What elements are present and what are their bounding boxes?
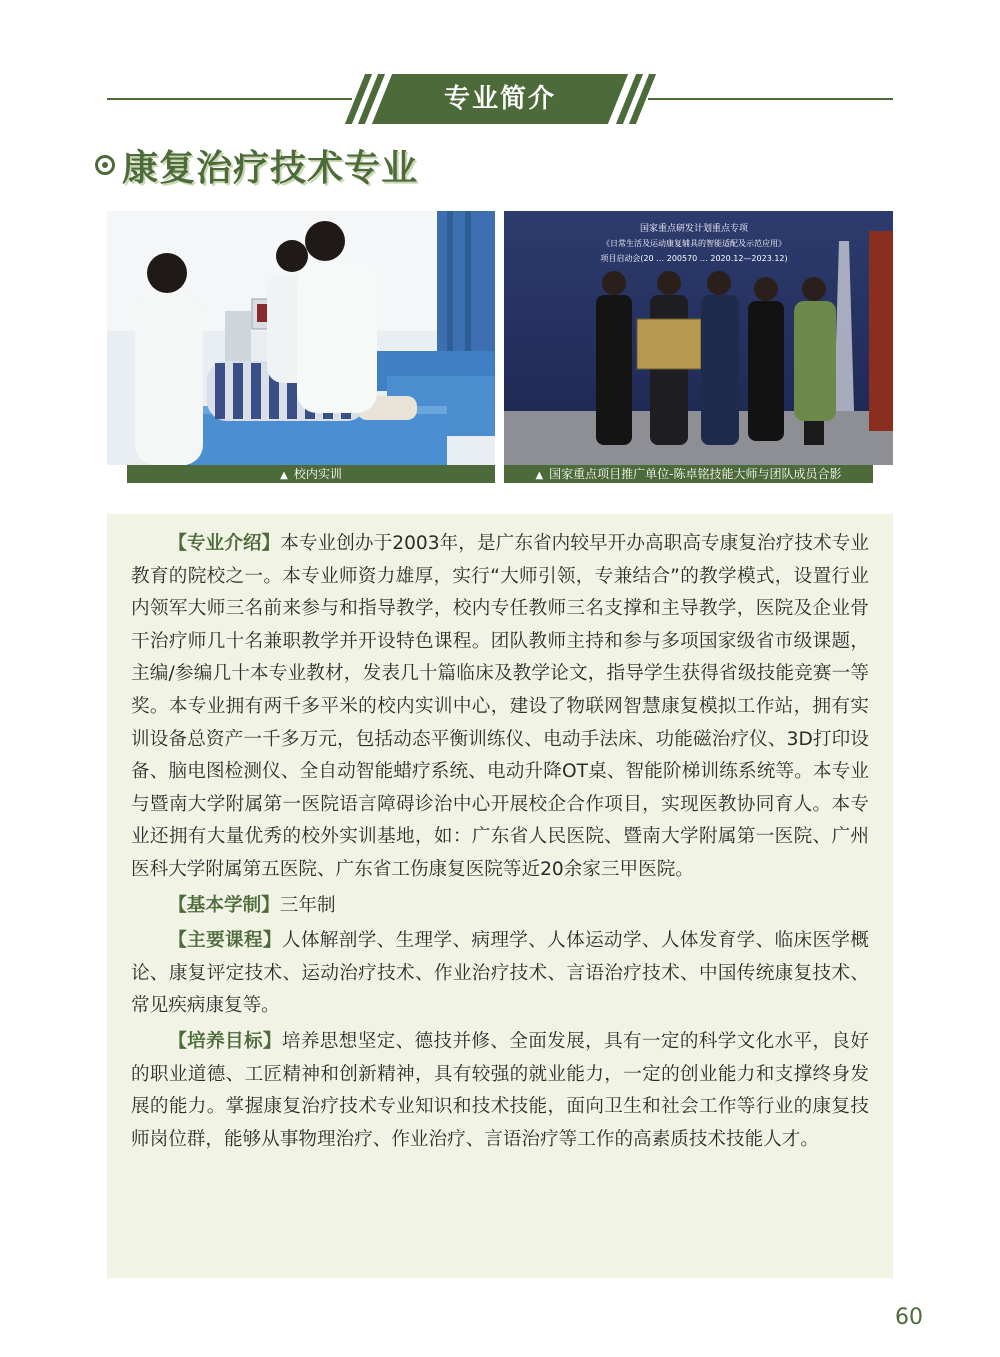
photo-caption-left: ▲ 校内实训 — [127, 465, 495, 483]
section-header-title: 专业简介 — [443, 84, 556, 114]
courses-paragraph — [131, 925, 869, 1023]
duration-paragraph — [131, 890, 869, 923]
triangle-up-icon: ▲ — [535, 470, 544, 481]
page-number: 60 — [895, 1305, 923, 1330]
duration-text: 三年制 — [279, 894, 336, 916]
photo-team-group — [504, 211, 893, 465]
intro-tag: 【专业介绍】 — [168, 533, 281, 554]
photo-caption-right: ▲ 国家重点项目推广单位-陈卓铭技能大师与团队成员合影 — [504, 465, 873, 483]
intro-paragraph — [131, 528, 869, 887]
major-description-panel — [107, 514, 893, 1278]
header-rule-right — [648, 98, 893, 100]
duration-tag: 【基本学制】 — [168, 894, 280, 916]
circle-bullet-icon — [95, 155, 115, 175]
photo-campus-training — [107, 211, 495, 465]
header-rule-left — [107, 98, 352, 100]
goals-tag: 【培养目标】 — [168, 1030, 282, 1052]
major-title: 康复治疗技术专业 — [122, 148, 419, 189]
banner-line-2: 《日常生活及运动康复辅具的智能适配及示范应用》 — [602, 239, 786, 248]
banner-line-1: 国家重点研发计划重点专项 — [639, 224, 749, 234]
goals-text: 培养思想坚定、德技并修、全面发展，具有一定的科学文化水平，良好的职业道德、工匠精神和创新精神，具有较强的就业能力，一定的创业能力和支撑终身发展的能力。掌握康复治疗技术专业知识和技术技能，面向卫生和社会工作等行业的康复技师岗位群，能够从事物理治疗、作业治疗、言语治疗等工作的高素质技术技能人才。 — [131, 1030, 869, 1150]
triangle-up-icon: ▲ — [280, 470, 288, 481]
courses-tag: 【主要课程】 — [168, 930, 282, 952]
intro-text: 本专业创办于2003年，是广东省内较早开办高职高专康复治疗技术专业教育的院校之一。本专业师资力雄厚，实行“大师引领，专兼结合”的教学模式，设置行业内领军大师三名前来参与和指导教学，校内专任教师三名支撑和主导教学，医院及企业骨干治疗师几十名兼职教学并开设特色课程。团队教师主持和参与多项国家级省市级课题，主编/参编几十本专业教材，发表几十篇临床及教学论文，指导学生获得省级技能竞赛一等奖。本专业拥有两千多平米的校内实训中心，建设了物联网智慧康复模拟工作站，拥有实训设备总资产一千多万元，包括动态平衡训练仪、电动手法床、功能磁治疗仪、3D打印设备、脑电图检测仪、全自动智能蜡疗系统、电动升降OT桌、智能阶梯训练系统等。本专业与暨南大学附属第一医院语言障碍诊治中心开展校企合作项目，实现医教协同育人。本专业还拥有大量优秀的校外实训基地，如：广东省人民医院、暨南大学附属第一医院、广州医科大学附属第五医院、广东省工伤康复医院等近20余家三甲医院。 — [131, 533, 869, 880]
courses-text: 人体解剖学、生理学、病理学、人体运动学、人体发育学、临床医学概论、康复评定技术、运动治疗技术、作业治疗技术、言语治疗技术、中国传统康复技术、常见疾病康复等。 — [131, 930, 869, 1017]
goals-paragraph — [131, 1026, 869, 1156]
banner-line-3: 项目启动会(20 … 200570 … 2020.12—2023.12) — [600, 254, 788, 263]
